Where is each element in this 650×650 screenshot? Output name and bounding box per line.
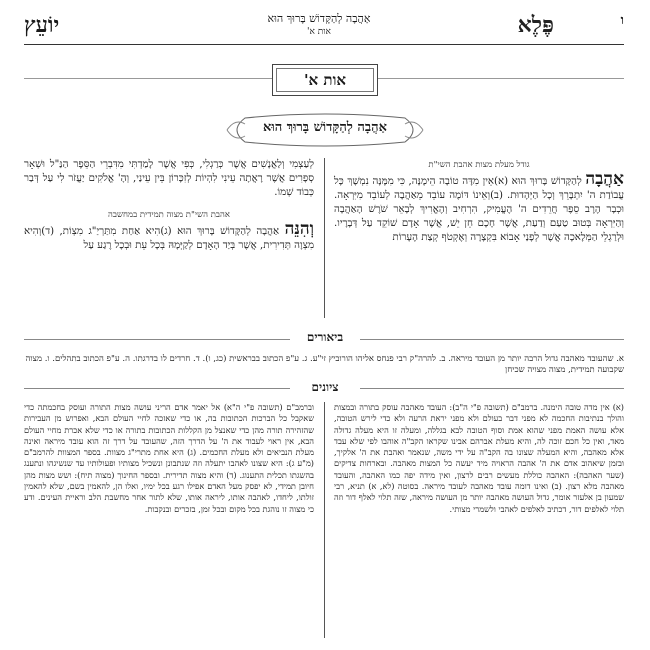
opening-word-vehine: וְהִנֵּה [284, 219, 315, 239]
tziyunim-title: ציונים [290, 380, 360, 395]
section-label: אות א' [276, 68, 374, 92]
book-title-left-part: יוֹעֵץ [24, 12, 60, 38]
entry-title: אַהֲבָה לְהַקָּדוֹשׁ בָּרוּךְ הוּא [267, 12, 371, 25]
right-column-label: גודל מעלת מצות אהבת השי"ת [428, 160, 530, 170]
page-number: ו [620, 13, 624, 28]
biurim-notes: א. שהעובד מאהבה גדול הרבה יותר מן העובד מיראה. ב. להרה"ק רבי פנחס אליהו הורוביץ זי"ע. ג. ע"פ הכתוב בבראשית (כג, ו). ד. חרדים לו בדרגתו. ה. ע"פ הכתוב בתהלים. ו. מצוה שקבועה תמידית, מצוה מצויה שכיחן [25, 354, 624, 375]
left-column-paragraph-bottom: וְהִנֵּה אַהֲבָה לְהַקָּדוֹשׁ בָּרוּךְ הוּא (ג)הִיא אַחַת מִתַּרְיַ"ג מִצְוֹת, (ד)וְהִיא מִצְוָה תְּדִירִית, אֲשֶׁר בְּיַד הָאָדָם לְקַיְּמָהּ בְּכָל עֵת וּבְכָל רֶגַע עַל [24, 219, 315, 251]
tziyunim-divider [324, 402, 325, 638]
entry-title-header [249, 12, 389, 37]
entry-letter: אות א' [307, 27, 331, 37]
running-header [24, 12, 624, 38]
opening-word: אַהֲבָה [585, 169, 624, 189]
book-title-right-part: פֶּלֶא [517, 12, 554, 38]
header-rule [24, 44, 624, 45]
biurim-title: ביאורים [290, 330, 360, 345]
main-column-right [334, 158, 624, 247]
tziyunim-right-column: (א) אין מדה טובה הימנה. ברמב"ם (תשובה פ"י ה"ב): העובד מאהבה עוסק בתורה ובמצות והולך בנתיבות החכמה לא מפני דבר בעולם ולא מפני יראת הרעה ולא כדי לירש הטובה, אלא עושה האמת מפני שהוא אמת וסוף הטובה לבא בגללה, ומעלה זו היא מעלה גדולה מאד, ואין כל חכם זוכה לה, והיא מעלת אברהם אבינו שקראו הקב"ה אוהבו לפי שלא עבד אלא מאהבה, והיא המעלה שצונו בה הקב"ה על ידי משה, שנאמר ואהבת את ה' אלקיך, ובזמן שיאהוב אדם את ה' אהבה הראויה מיד יעשה כל המצות מאהבה. ובארחות צדיקים (שער האהבה): האהבה כוללת מעשים רבים לרצון, ואין מידה יפה כמו האהבה, והעובד מאהבה מלא רצון. (ב) ואינו דומה עובד מאהבה לעובד מיראה. בסוטה (לא, א) תניא, רבי שמעון בן אלעזר אומר, גדול העושה מאהבה יותר מן העושה מיראה, שזה תלוי לאלף דור וזה תלוי לאלפים דור, דכתיב לאלפים לאהבי ולשמרי מצותי. [334, 402, 624, 514]
left-column-label: אהבת השי"ת מצוה תמידית במחשבה [108, 210, 230, 220]
ornament-title: אַהֲבָה לְהַקָּדוֹשׁ בָּרוּךְ הוּא [263, 120, 387, 135]
left-column-paragraph-top: לְעַצְמִי וְלַאֲנָשִׁים אֲשֶׁר כְּרַגְלִי, כְּפִי אֲשֶׁר לָמַדְתִּי מִדִּבְרֵי הַסֵּפֶר הַנַּ"ל וּשְׁאָר סְפָרִים אֲשֶׁר רָאֲתָה עֵינִי לִהְיוֹת לְזִכָּרוֹן בֵּין עֵינַי, וְהָ' אֱלֹקִים יַעֲזֹר לִי עַל דְּבַר כְּבוֹד שְׁמוֹ. [24, 159, 314, 198]
main-column-left [24, 158, 314, 255]
column-divider [324, 158, 325, 318]
section-box [272, 64, 378, 96]
tziyunim-left-column: וברמב"ם (תשובה פ"י ה"א) אל יאמר אדם הריני עושה מצות התורה ועוסק בחכמתה כדי שאקבל כל הברכות הכתובות בה, או כדי שאזכה לחיי העולם הבא, ואפרוש מן העבירות שהזהירה תורה מהן כדי שאנצל מן הקללות הכתובות בתורה או כדי שלא אכרת מחיי העולם הבא, אין ראוי לעבוד את ה' על הדרך הזה, שהעובד על דרך זה הוא עובד מיראה ואינה מעלת הנביאים ולא מעלת החכמים. (ג) היא אחת מתרי"ג מצוות. בספר המצוות להרמב"ם (מ"ע ג): היא שצונו לאהבו יתעלה וזה שנתבונן ונשכיל מצותיו ופעולותיו עד שנשיגהו ונתענג בהשגתו תכלית התענוג. (ד) והיא מצוה תדירית. ובספר החינוך (מצוה תיח): ושש מצות מהן חיובן תמידי, לא יפסק מעל האדם אפילו רגע בכל ימיו, ואלו הן, להאמין בשם, שלא להאמין זולתו, ליחדו, לאהבה אותו, ליראה אותו, שלא לתור אחר מחשבת הלב וראיית העינים. ודע כי מצוה זו נוהגת בכל מקום ובכל זמן, בזכרים ובנקבות. [24, 402, 314, 514]
right-column-paragraph: אַהֲבָה לְהַקָּדוֹשׁ בָּרוּךְ הוּא (א)אֵין מִדָּה טוֹבָה הֵימֶנָּה, כִּי מִמֶּנָּה נִמְשָׁךְ כָּל עֲבוֹדַת ה' יִתְבָּרֵךְ וְכָל הַיְּהָדוּת. (ב)וְאֵינוֹ דּוֹמֶה עוֹבֵד מֵאַהֲבָה לְעוֹבֵד מִיִּרְאָה. וּכְבָר הֶרֶב סֵפֶר חֲרֵדִים ה' הֶעֱמִיק, הִרְחִיב וְהֶאֱרִיךְ לְבָאֵר שֹׁרֶשׁ הָאַהֲבָה וְהַיִּרְאָה בְּטוּב טַעַם וְדַעַת, אֲשֶׁר חָכָם חֵן יֵשׁ, אֲשֶׁר אָדָם שׁוֹקֵד עַל דְּבָרָיו. וּלְרַגְלֵי הַמְּלָאכָה אֲשֶׁר לְפָנַי אָבוֹא בִּקְצָרָה וְאֶקְטֹף קְצַת הֶעָרוֹת [334, 169, 624, 243]
